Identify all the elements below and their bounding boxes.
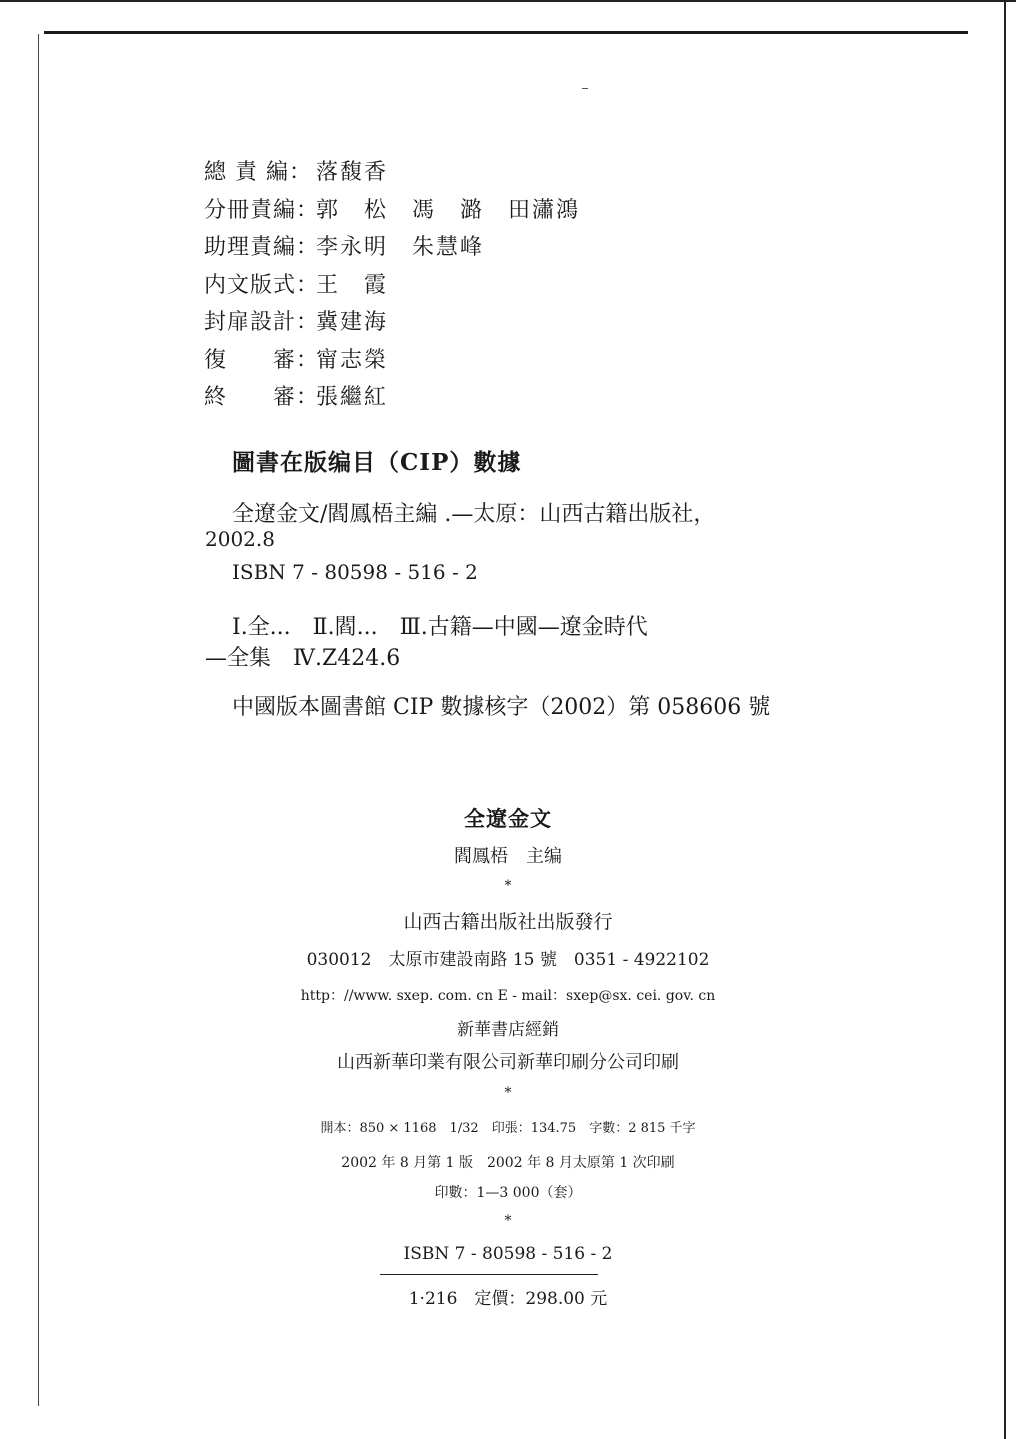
cip-classification: Ⅰ.全... Ⅱ.閻... Ⅲ.古籍—中國—遼金時代 (232, 615, 648, 640)
colophon-separator: * (504, 1213, 512, 1229)
colophon-distributor: 新華書店經銷 (457, 1020, 559, 1040)
colophon-separator: * (504, 1085, 512, 1101)
colophon-print-run: 印數：1—3 000（套） (434, 1185, 582, 1201)
credit-row-final-review (204, 377, 580, 415)
cip-classification-cont: —全集 Ⅳ.Z424.6 (205, 646, 401, 671)
credit-row-second-review (204, 340, 580, 378)
credit-row-assistant-editors (204, 227, 580, 265)
cip-citation: 全遼金文/閻鳳梧主編 .—太原：山西古籍出版社， (232, 502, 716, 527)
credit-value: 張繼紅 (316, 385, 389, 411)
colophon-printer: 山西新華印業有限公司新華印刷分公司印刷 (337, 1052, 679, 1073)
colophon-book-title: 全遼金文 (464, 806, 552, 831)
credit-label: 終 審： (204, 385, 320, 411)
cip-isbn: ISBN 7 - 80598 - 516 - 2 (232, 560, 478, 584)
colophon-isbn: ISBN 7 - 80598 - 516 - 2 (403, 1244, 613, 1264)
credit-label: 總 責 編： (204, 160, 312, 186)
credit-value: 落馥香 (316, 160, 389, 186)
credit-value: 李永明 朱慧峰 (316, 235, 485, 261)
colophon-specs: 開本：850 × 1168 1/32 印張：134.75 字數：2 815 千字 (320, 1121, 696, 1136)
credit-label: 助理責編： (204, 235, 320, 261)
credit-row-chief-editor (204, 152, 580, 190)
isbn-fraction-bar (380, 1274, 598, 1275)
colophon-publisher: 山西古籍出版社出版發行 (403, 911, 613, 933)
page-top-border (0, 0, 1016, 2)
scan-mark (582, 88, 588, 89)
credit-value: 冀建海 (316, 310, 389, 336)
credit-row-cover-design (204, 302, 580, 340)
credit-label: 復 審： (204, 347, 320, 373)
colophon-separator: * (504, 878, 512, 894)
credit-row-layout (204, 265, 580, 303)
credit-label: 分冊責編： (204, 197, 320, 223)
cip-date: 2002.8 (205, 527, 275, 551)
credit-value: 甯志榮 (316, 347, 389, 373)
colophon-address: 030012 太原市建設南路 15 號 0351 - 4922102 (306, 950, 710, 970)
cip-record-number: 中國版本圖書館 CIP 數據核字（2002）第 058606 號 (232, 695, 771, 720)
colophon-editor: 閻鳳梧 主编 (454, 846, 562, 867)
credit-value: 王 霞 (316, 272, 389, 298)
credit-label: 内文版式： (204, 272, 320, 298)
credits-list (204, 152, 580, 415)
cip-title: 圖書在版编目（CIP）數據 (232, 449, 522, 476)
credit-value: 郭 松 馮 潞 田瀟鴻 (316, 197, 581, 223)
colophon-web: http：//www. sxep. com. cn E - mail：sxep@sx. cei. gov. cn (300, 988, 716, 1004)
colophon-edition: 2002 年 8 月第 1 版 2002 年 8 月太原第 1 次印刷 (341, 1155, 675, 1171)
credit-row-volume-editors (204, 190, 580, 228)
colophon-price: 1·216 定價：298.00 元 (408, 1289, 608, 1309)
credit-label: 封扉設計： (204, 310, 320, 336)
header-rule (44, 31, 968, 34)
